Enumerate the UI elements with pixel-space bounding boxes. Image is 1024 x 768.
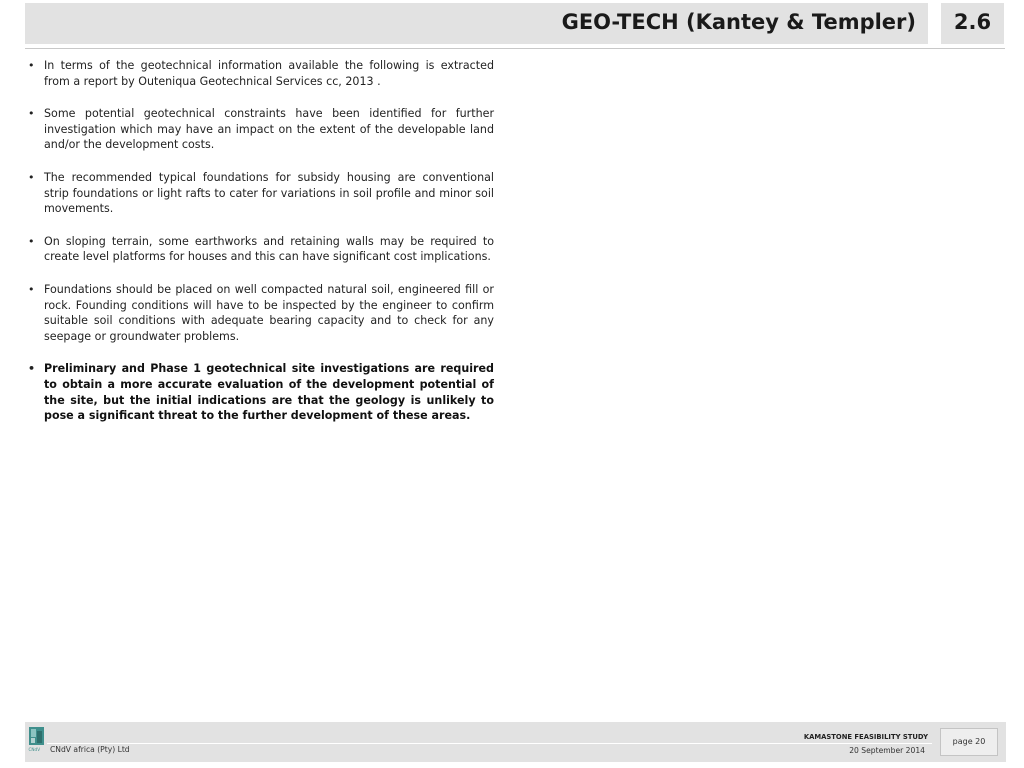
bullet-icon: • <box>28 107 35 121</box>
study-date: 20 September 2014 <box>849 746 925 755</box>
page-title: GEO-TECH (Kantey & Templer) <box>561 10 916 34</box>
bullet-text: Some potential geotechnical constraints have been identified for further investigation which may have an impact on the extent of the developable land and/or the development costs. <box>44 107 494 152</box>
bullet-item <box>27 170 494 217</box>
page-number-box <box>940 728 998 756</box>
bullet-icon: • <box>28 362 36 376</box>
bullet-icon: • <box>28 282 35 296</box>
bullet-item <box>27 106 494 153</box>
section-number-box <box>938 3 1004 44</box>
bullet-icon: • <box>28 59 35 72</box>
logo-wordmark: CNdV <box>28 747 41 752</box>
bullet-item <box>27 282 494 344</box>
bullet-text: Foundations should be placed on well compacted natural soil, engineered fill or rock. Founding conditions will have to be inspected by the engineer to confirm suitable soil conditions with adequate bearing capacity and to check for any seepage or groundwater problems. <box>44 282 494 343</box>
bullet-item <box>27 58 494 89</box>
section-number: 2.6 <box>953 10 992 34</box>
bullet-item-conclusion <box>27 361 494 423</box>
bullet-text: Preliminary and Phase 1 geotechnical site investigations are required to obtain a more accurate evaluation of the development potential of the site, but the initial indications are that the geology is unlikely to pose a significant threat to the further development of these areas. <box>44 362 494 423</box>
bullet-icon: • <box>28 234 35 248</box>
bullet-text: On sloping terrain, some earthworks and retaining walls may be required to create level platforms for houses and this can have significant cost implications. <box>44 234 494 264</box>
header-divider <box>25 48 1005 49</box>
bullet-icon: • <box>28 170 35 184</box>
footer-bar <box>25 722 1006 762</box>
footer-divider <box>47 743 932 744</box>
bullet-text: In terms of the geotechnical information available the following is extracted from a report by Outeniqua Geotechnical Services cc, 2013 . <box>44 59 494 88</box>
bullet-item <box>27 234 494 265</box>
bullet-text: The recommended typical foundations for subsidy housing are conventional strip foundations or light rafts to cater for variations in soil profile and minor soil movements. <box>44 170 494 216</box>
company-logo <box>28 726 45 758</box>
bullet-list <box>27 58 494 441</box>
header-bar <box>25 3 928 44</box>
company-name: CNdV africa (Pty) Ltd <box>50 745 130 754</box>
page-number: page 20 <box>952 737 986 746</box>
study-title: KAMASTONE FEASIBILITY STUDY <box>803 733 928 741</box>
